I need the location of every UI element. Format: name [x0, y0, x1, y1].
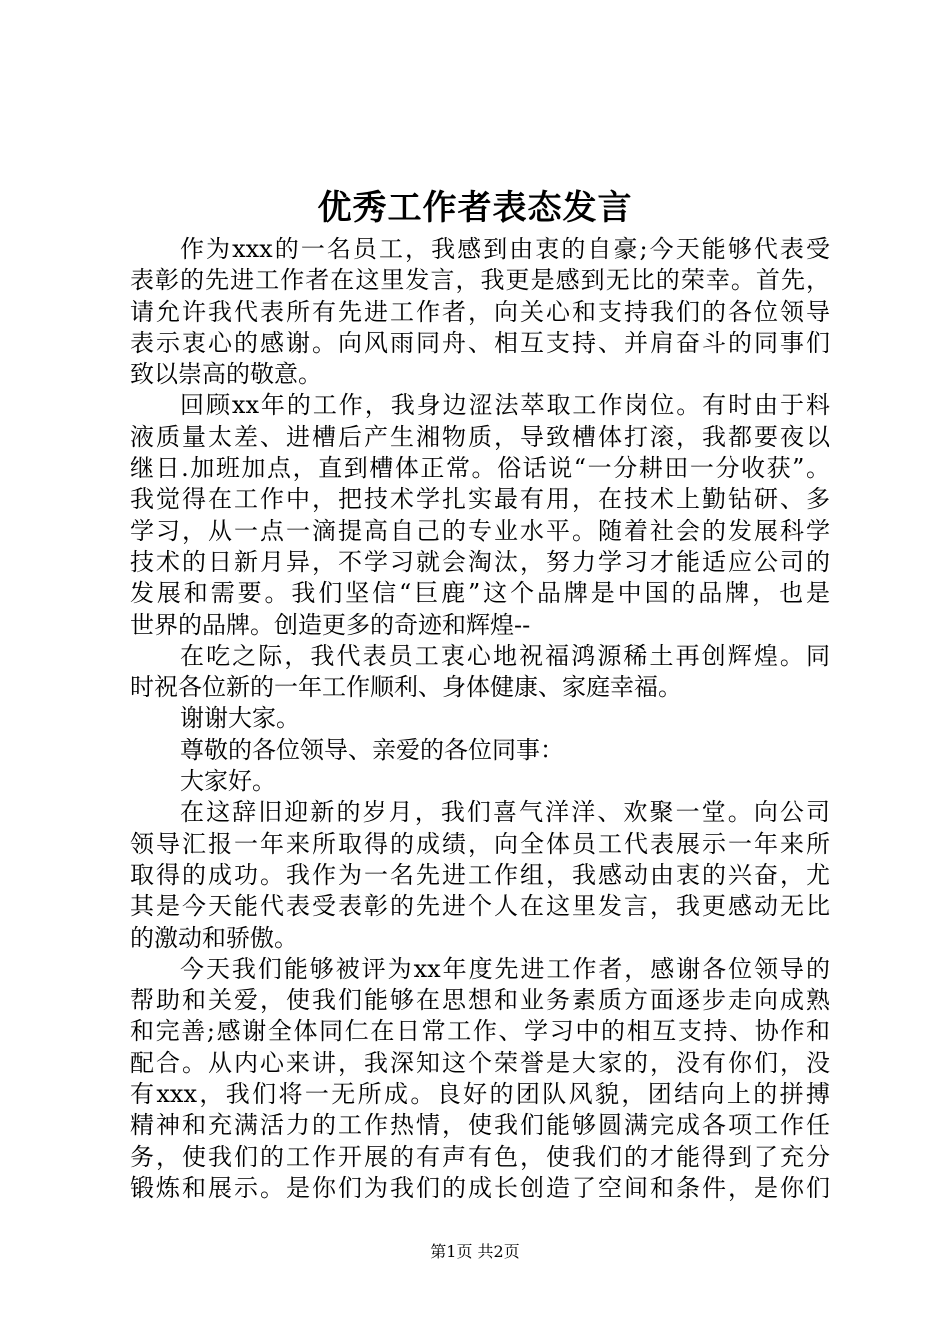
paragraph — [130, 390, 830, 640]
text-line: 发展和需要。我们坚信“巨鹿”这个品牌是中国的品牌，也是 — [130, 579, 830, 608]
text-line: 精神和充满活力的工作热情，使我们能够圆满完成各项工作任 — [130, 1111, 830, 1140]
text-line: 谢谢大家。 — [180, 704, 300, 733]
text-line: 致以崇高的敬意。 — [130, 360, 322, 389]
text-line: 尊敬的各位领导、亲爱的各位同事： — [180, 735, 564, 764]
text-line: 领导汇报一年来所取得的成绩，向全体员工代表展示一年来所 — [130, 829, 830, 858]
text-line: 请允许我代表所有先进工作者，向关心和支持我们的各位领导 — [130, 297, 830, 326]
page-footer: 第1页 共2页 — [430, 1242, 520, 1261]
paragraph — [130, 735, 830, 766]
text-line: 配合。从内心来讲，我深知这个荣誉是大家的，没有你们，没 — [130, 1048, 830, 1077]
text-line: 锻炼和展示。是你们为我们的成长创造了空间和条件，是你们 — [130, 1173, 830, 1202]
text-line: 在吃之际，我代表员工衷心地祝福鸿源稀土再创辉煌。同 — [180, 641, 830, 670]
page-title: 优秀工作者表态发言 — [317, 188, 633, 228]
document-body — [130, 234, 830, 1204]
text-line: 今天我们能够被评为xx年度先进工作者，感谢各位领导的 — [180, 954, 830, 983]
text-line: 技术的日新月异，不学习就会淘汰，努力学习才能适应公司的 — [130, 547, 830, 576]
text-line: 作为xxx的一名员工，我感到由衷的自豪;今天能够代表受 — [180, 235, 830, 263]
text-line: 大家好。 — [180, 767, 276, 796]
text-line: 其是今天能代表受表彰的先进个人在这里发言，我更感动无比 — [130, 892, 830, 921]
text-line: 我觉得在工作中，把技术学扎实最有用，在技术上勤钻研、多 — [130, 485, 830, 514]
text-line: 帮助和关爱，使我们能够在思想和业务素质方面逐步走向成熟 — [130, 986, 830, 1015]
text-line: 和完善;感谢全体同仁在日常工作、学习中的相互支持、协作和 — [130, 1017, 830, 1046]
paragraph — [130, 797, 830, 953]
text-line: 时祝各位新的一年工作顺利、身体健康、家庭幸福。 — [130, 673, 682, 702]
paragraph — [130, 703, 830, 734]
paragraph — [130, 641, 830, 704]
text-line: 表示衷心的感谢。向风雨同舟、相互支持、并肩奋斗的同事们 — [130, 328, 830, 357]
text-line: 在这辞旧迎新的岁月，我们喜气洋洋、欢聚一堂。向公司 — [180, 798, 830, 827]
text-line: 务，使我们的工作开展的有声有色，使我们的才能得到了充分 — [130, 1142, 830, 1171]
text-line: 世界的品牌。创造更多的奇迹和辉煌-- — [130, 610, 531, 639]
paragraph — [130, 954, 830, 1204]
text-line: 的激动和骄傲。 — [130, 923, 298, 952]
text-line: 有xxx，我们将一无所成。良好的团队风貌，团结向上的拼搏 — [130, 1080, 830, 1109]
text-line: 回顾xx年的工作，我身边涩法萃取工作岗位。有时由于料 — [180, 391, 830, 420]
text-line: 液质量太差、进槽后产生湘物质，导致槽体打滚，我都要夜以 — [130, 422, 830, 451]
text-line: 学习，从一点一滴提高自己的专业水平。随着社会的发展科学 — [130, 516, 830, 545]
text-line: 表彰的先进工作者在这里发言，我更是感到无比的荣幸。首先， — [130, 266, 830, 295]
paragraph — [130, 766, 830, 797]
paragraph — [130, 234, 830, 390]
text-line: 取得的成功。我作为一名先进工作组，我感动由衷的兴奋，尤 — [130, 860, 830, 889]
text-line: 继日.加班加点，直到槽体正常。俗话说“一分耕田一分收获”。 — [130, 454, 830, 483]
